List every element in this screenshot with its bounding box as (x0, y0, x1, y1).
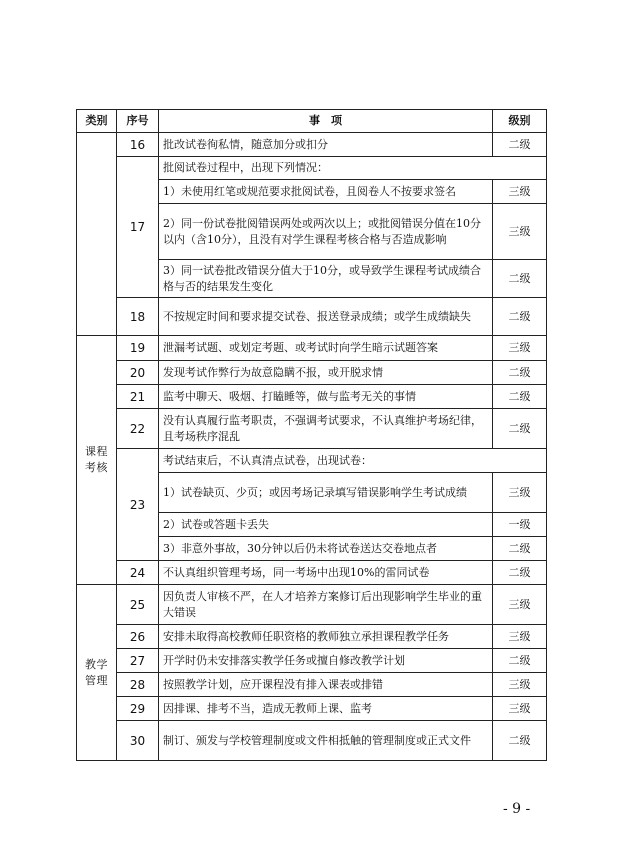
row-level: 二级 (493, 260, 547, 298)
row-number: 22 (117, 409, 159, 449)
row-number: 21 (117, 385, 159, 409)
category-cell-teaching: 教学管理 (77, 585, 117, 761)
row-level: 三级 (493, 585, 547, 625)
row-item: 因负责人审核不严，在人才培养方案修订后出现影响学生毕业的重大错误 (159, 585, 493, 625)
row-number: 29 (117, 697, 159, 721)
table-row (77, 385, 547, 409)
row-level: 三级 (493, 180, 547, 204)
row-item: 泄漏考试题、或划定考题、或考试时向学生暗示试题答案 (159, 336, 493, 361)
table-row (77, 561, 547, 585)
row-level: 二级 (493, 649, 547, 673)
table-row (77, 298, 547, 336)
row-level: 二级 (493, 537, 547, 561)
row-level: 一级 (493, 513, 547, 537)
row-item: 不按规定时间和要求提交试卷、报送登录成绩；或学生成绩缺失 (159, 298, 493, 336)
row-item: 2）试卷或答题卡丢失 (159, 513, 493, 537)
table-row (77, 649, 547, 673)
table-row (77, 585, 547, 625)
table-row (77, 336, 547, 361)
header-category: 类别 (77, 110, 117, 133)
page-number: - 9 - (503, 801, 531, 817)
row-level: 二级 (493, 721, 547, 761)
row-item: 1）未使用红笔或规范要求批阅试卷，且阅卷人不按要求签名 (159, 180, 493, 204)
row-item: 按照教学计划，应开课程没有排入课表或排错 (159, 673, 493, 697)
header-number: 序号 (117, 110, 159, 133)
row-level: 三级 (493, 336, 547, 361)
row-item: 监考中聊天、吸烟、打瞌睡等，做与监考无关的事情 (159, 385, 493, 409)
row-number: 26 (117, 625, 159, 649)
row-number: 27 (117, 649, 159, 673)
row-level: 二级 (493, 385, 547, 409)
row-number: 20 (117, 361, 159, 385)
table-row (77, 625, 547, 649)
row-item: 发现考试作弊行为故意隐瞒不报，或开脱求情 (159, 361, 493, 385)
row-number: 18 (117, 298, 159, 336)
row-number: 16 (117, 133, 159, 157)
row-intro: 考试结束后，不认真清点试卷，出现试卷： (159, 449, 547, 473)
row-item: 3）同一试卷批改错误分值大于10分，或导致学生课程考试成绩合格与否的结果发生变化 (159, 260, 493, 298)
row-item: 2）同一份试卷批阅错误两处或两次以上；或批阅错误分值在10分以内（含10分），且没有对学生课程考核合格与否造成影响 (159, 204, 493, 260)
table-row (77, 721, 547, 761)
header-level: 级别 (493, 110, 547, 133)
table-row (77, 697, 547, 721)
row-number: 28 (117, 673, 159, 697)
row-level: 三级 (493, 204, 547, 260)
row-number: 19 (117, 336, 159, 361)
row-intro: 批阅试卷过程中，出现下列情况： (159, 157, 547, 180)
row-number: 25 (117, 585, 159, 625)
row-item: 因排课、排考不当，造成无教师上课、监考 (159, 697, 493, 721)
row-level: 二级 (493, 133, 547, 157)
row-number: 24 (117, 561, 159, 585)
row-item: 制订、颁发与学校管理制度或文件相抵触的管理制度或正式文件 (159, 721, 493, 761)
table-row (77, 361, 547, 385)
table-header-row (77, 110, 547, 133)
table-row (77, 157, 547, 180)
row-level: 三级 (493, 473, 547, 513)
row-item: 批改试卷徇私情，随意加分或扣分 (159, 133, 493, 157)
row-item: 不认真组织管理考场，同一考场中出现10%的雷同试卷 (159, 561, 493, 585)
category-cell-course: 课程考核 (77, 336, 117, 585)
row-item: 1）试卷缺页、少页；或因考场记录填写错误影响学生考试成绩 (159, 473, 493, 513)
row-level: 三级 (493, 625, 547, 649)
row-number: 17 (117, 157, 159, 298)
category-cell-blank (77, 133, 117, 336)
row-level: 三级 (493, 673, 547, 697)
row-item: 安排未取得高校教师任职资格的教师独立承担课程教学任务 (159, 625, 493, 649)
row-item: 开学时仍未安排落实教学任务或擅自修改教学计划 (159, 649, 493, 673)
header-item: 事 项 (159, 110, 493, 133)
row-item: 没有认真履行监考职责，不强调考试要求，不认真维护考场纪律，且考场秩序混乱 (159, 409, 493, 449)
table-row (77, 133, 547, 157)
row-level: 二级 (493, 409, 547, 449)
row-item: 3）非意外事故，30分钟以后仍未将试卷送达交卷地点者 (159, 537, 493, 561)
row-number: 23 (117, 449, 159, 561)
table-row (77, 449, 547, 473)
table-row (77, 409, 547, 449)
regulation-table (76, 109, 547, 761)
row-level: 二级 (493, 561, 547, 585)
table-row (77, 673, 547, 697)
row-level: 三级 (493, 697, 547, 721)
row-level: 二级 (493, 298, 547, 336)
row-number: 30 (117, 721, 159, 761)
row-level: 二级 (493, 361, 547, 385)
